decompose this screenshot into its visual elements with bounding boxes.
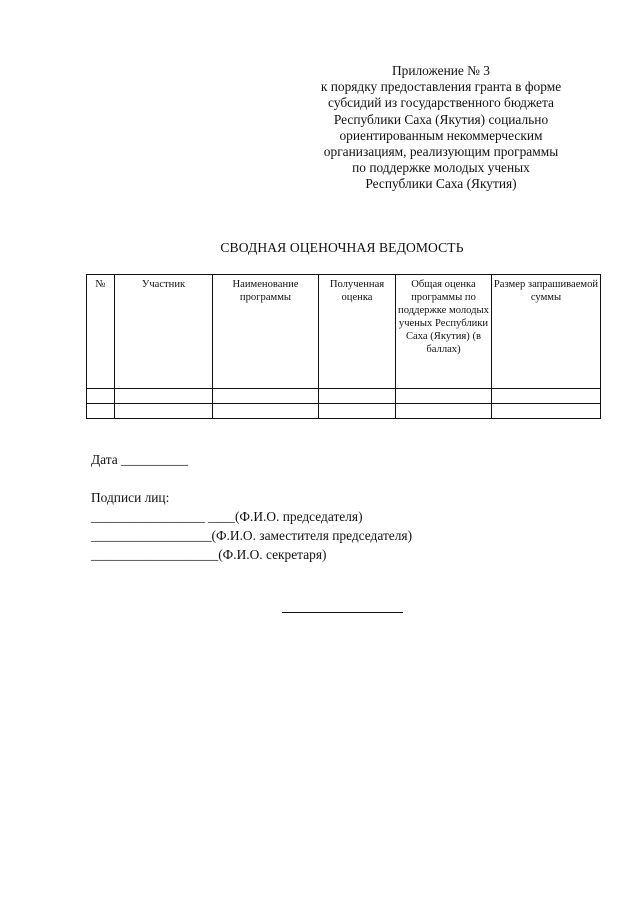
table-cell <box>87 389 115 404</box>
appendix-line: организациям, реализующим программы <box>323 144 559 160</box>
table-row <box>87 389 601 404</box>
table-cell <box>319 389 396 404</box>
signatures-block <box>91 488 412 564</box>
signature-secretary: ___________________(Ф.И.О. секретаря) <box>91 547 327 562</box>
column-header-number: № <box>87 275 115 389</box>
signature-chairman: _________________ ____(Ф.И.О. председателя) <box>91 509 363 524</box>
appendix-header <box>296 63 586 193</box>
column-header-total-score: Общая оценка программы по поддержке молодых ученых Республики Саха (Якутия) (в баллах) <box>396 275 492 389</box>
appendix-line: Республики Саха (Якутия) <box>365 176 517 192</box>
appendix-line: по поддержке молодых ученых <box>352 160 530 176</box>
table-cell <box>115 389 213 404</box>
table-cell <box>115 404 213 419</box>
table-cell <box>492 389 601 404</box>
column-header-requested-amount: Размер запрашиваемой суммы <box>492 275 601 389</box>
column-header-participant: Участник <box>115 275 213 389</box>
appendix-line: к порядку предоставления гранта в форме <box>320 79 562 95</box>
table-cell <box>213 404 319 419</box>
column-header-received-score: Полученная оценка <box>319 275 396 389</box>
end-divider <box>282 612 403 613</box>
appendix-line: ориентированным некоммерческим <box>339 127 543 143</box>
table-cell <box>396 404 492 419</box>
document-title: СВОДНАЯ ОЦЕНОЧНАЯ ВЕДОМОСТЬ <box>220 240 464 255</box>
appendix-line: Приложение № 3 <box>391 63 491 78</box>
column-header-program-name: Наименование программы <box>213 275 319 389</box>
appendix-line: Республики Саха (Якутия) социально <box>333 111 549 127</box>
appendix-line: субсидий из государственного бюджета <box>328 95 554 111</box>
table-cell <box>87 404 115 419</box>
table-row <box>87 404 601 419</box>
table-cell <box>492 404 601 419</box>
evaluation-table <box>86 274 601 419</box>
date-line: Дата __________ <box>91 452 188 467</box>
table-cell <box>213 389 319 404</box>
signatures-label: Подписи лиц: <box>91 490 170 505</box>
table-header-row <box>87 275 601 389</box>
table-cell <box>319 404 396 419</box>
signature-deputy-chairman: __________________(Ф.И.О. заместителя председателя) <box>91 528 413 543</box>
table-cell <box>396 389 492 404</box>
